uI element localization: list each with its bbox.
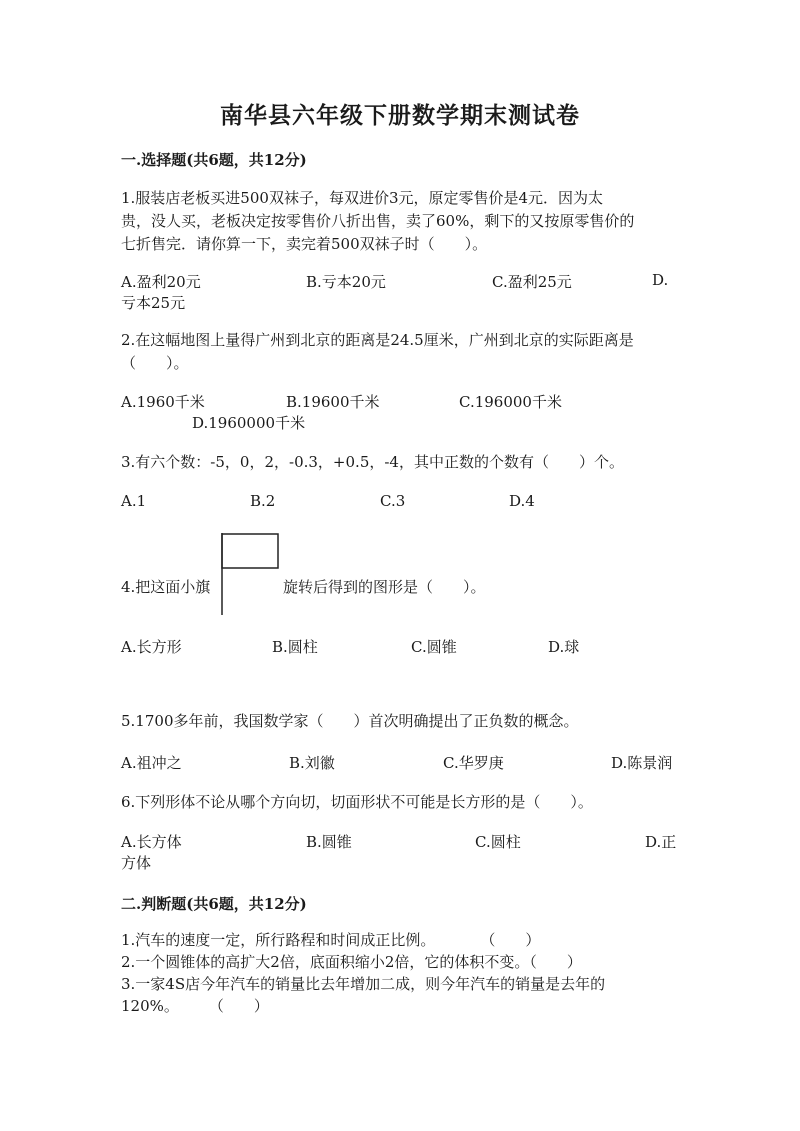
question-6-option-a: A.长方体 (121, 833, 182, 851)
question-4-option-d: D.球 (548, 638, 580, 656)
question-6-option-c: C.圆柱 (475, 833, 521, 851)
question-2-option-b: B.19600千米 (286, 393, 380, 411)
question-4-option-b: B.圆柱 (272, 638, 318, 656)
question-1-option-b: B.亏本20元 (306, 273, 386, 291)
question-4-after: 旋转后得到的图形是（ ）。 (283, 578, 486, 596)
page-title: 南华县六年级下册数学期末测试卷 (220, 102, 580, 129)
question-1-option-c: C.盈利25元 (492, 273, 572, 291)
question-4-before: 4.把这面小旗 (121, 578, 211, 596)
question-2-line-2: （ ）。 (121, 354, 189, 372)
question-2-option-d: D.1960000千米 (192, 414, 306, 432)
question-1-option-d-wrap: 亏本25元 (121, 294, 186, 312)
question-1-line-2: 贵，没人买，老板决定按零售价八折出售，卖了60%，剩下的又按原零售价的 (121, 212, 635, 230)
question-2-line-1: 2.在这幅地图上量得广州到北京的距离是24.5厘米，广州到北京的实际距离是 (121, 331, 634, 349)
question-4-option-c: C.圆锥 (411, 638, 457, 656)
question-3-line: 3.有六个数：-5，0，2，-0.3，+0.5，-4，其中正数的个数有（ ）个。 (121, 453, 624, 471)
question-1-option-d: D. (652, 271, 669, 289)
section-heading-judgement: 二.判断题(共6题，共12分) (121, 895, 307, 913)
judgement-item-3-wrap: 120%。 （ ） (121, 997, 269, 1015)
question-4-option-a: A.长方形 (121, 638, 182, 656)
question-1-line-1: 1.服装店老板买进500双袜子，每双进价3元，原定零售价是4元．因为太 (121, 189, 604, 207)
question-3-option-c: C.3 (380, 492, 406, 510)
question-5-option-a: A.祖冲之 (121, 754, 182, 772)
judgement-item-3: 3.一家4S店今年汽车的销量比去年增加二成，则今年汽车的销量是去年的 (121, 975, 606, 993)
question-6-line: 6.下列形体不论从哪个方向切，切面形状不可能是长方形的是（ ）。 (121, 793, 593, 811)
question-6-option-d-wrap: 方体 (121, 854, 152, 872)
question-3-option-d: D.4 (509, 492, 535, 510)
question-5-option-b: B.刘徽 (289, 754, 335, 772)
question-6-option-b: B.圆锥 (306, 833, 352, 851)
question-5-option-c: C.华罗庚 (443, 754, 504, 772)
question-2-option-a: A.1960千米 (121, 393, 205, 411)
question-3-option-b: B.2 (250, 492, 276, 510)
question-3-option-a: A.1 (121, 492, 147, 510)
question-1-option-a: A.盈利20元 (121, 273, 201, 291)
flag-icon (221, 533, 279, 615)
judgement-item-1: 1.汽车的速度一定，所行路程和时间成正比例。 （ ） (121, 931, 541, 949)
question-5-option-d: D.陈景润 (611, 754, 673, 772)
section-heading-choice: 一.选择题(共6题，共12分) (121, 151, 307, 169)
question-1-line-3: 七折售完．请你算一下，卖完着500双袜子时（ ）。 (121, 235, 488, 253)
question-5-line: 5.1700多年前，我国数学家（ ）首次明确提出了正负数的概念。 (121, 712, 579, 730)
question-6-option-d: D.正 (645, 833, 677, 851)
question-2-option-c: C.196000千米 (459, 393, 562, 411)
judgement-item-2: 2.一个圆锥体的高扩大2倍，底面积缩小2倍，它的体积不变。（ ） (121, 953, 582, 971)
